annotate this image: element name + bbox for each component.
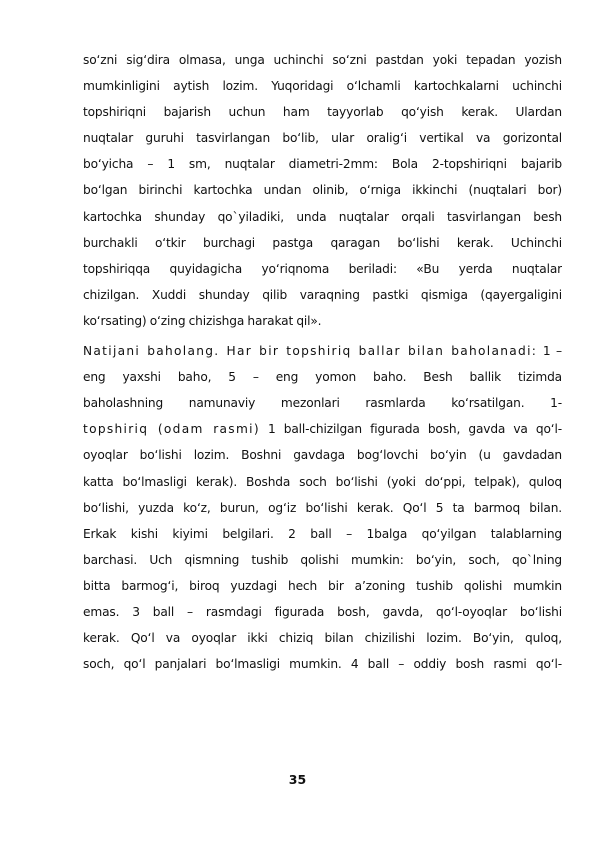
paragraph-grading — [83, 338, 562, 677]
text-line: oyoqlar bo‘lishi lozim. Boshni gavdaga bog‘lovchi bo‘yin (u gavdadan — [83, 448, 562, 463]
text-line — [83, 338, 562, 364]
spaced-subheading: topshiriq (odam rasmi) — [83, 422, 260, 437]
text-line: katta bo‘lmasligi kerak). Boshda soch bo‘lishi (yoki do‘ppi, telpak), quloq — [83, 474, 562, 489]
text-fragment: 1 ball-chizilgan figurada bosh, gavda va qo‘l- — [259, 422, 562, 437]
text-line: kerak. Qo‘l va oyoqlar ikki chiziq bilan chizilishi lozim. Bo‘yin, quloq, — [83, 631, 562, 646]
text-line: nuqtalar guruhi tasvirlangan bo‘lib, ular oralig‘i vertikal va gorizontal — [83, 131, 562, 146]
text-line: kartochka shunday qo`yiladiki, unda nuqtalar orqali tasvirlangan besh — [83, 209, 562, 224]
text-line: Erkak kishi kiyimi belgilari. 2 ball – 1balga qo‘yilgan talablarning — [83, 526, 562, 541]
text-line: burchakli o‘tkir burchagi pastga qaragan bo‘lishi kerak. Uchinchi — [83, 235, 562, 250]
text-line: chizilgan. Xuddi shunday qilib varaqning pastki qismiga (qayergaligini — [83, 287, 562, 302]
text-line: topshiriqqa quyidagicha yo‘riqnoma beriladi: «Bu yerda nuqtalar — [83, 261, 562, 276]
text-line: eng yaxshi baho, 5 – eng yomon baho. Besh ballik tizimda — [83, 370, 562, 385]
page-body — [83, 47, 562, 677]
text-line: soch, qo‘l panjalari bo‘lmasligi mumkin. 4 ball – oddiy bosh rasmi qo‘l- — [83, 657, 562, 672]
text-line: emas. 3 ball – rasmdagi figurada bosh, gavda, qo‘l-oyoqlar bo‘lishi — [83, 604, 562, 619]
spaced-heading: Natijani baholang. Har bir topshiriq ballar bilan baholanadi: — [83, 344, 538, 359]
text-line: barchasi. Uch qismning tushib qolishi mumkin: bo‘yin, soch, qo`lning — [83, 552, 562, 567]
text-line: mumkinligini aytish lozim. Yuqoridagi o‘lchamli kartochkalarni uchinchi — [83, 79, 562, 94]
text-line — [83, 416, 562, 442]
text-line: bo‘lishi, yuzda ko‘z, burun, og‘iz bo‘lishi kerak. Qo‘l 5 ta barmoq bilan. — [83, 500, 562, 515]
text-line: topshiriqni bajarish uchun ham tayyorlab qo‘yish kerak. Ulardan — [83, 105, 562, 120]
page-number: 35 — [288, 772, 307, 787]
text-line: bo‘lgan birinchi kartochka undan olinib, o‘rniga ikkinchi (nuqtalari bor) — [83, 183, 562, 198]
text-fragment: 1 – — [537, 344, 562, 359]
text-line: bitta barmog‘i, biroq yuzdagi hech bir a’zoning tushib qolishi mumkin — [83, 578, 562, 593]
text-line: bo‘yicha – 1 sm, nuqtalar diametri-2mm: Bola 2-topshiriqni bajarib — [83, 157, 562, 172]
text-line: so‘zni sig‘dira olmasa, unga uchinchi so‘zni pastdan yoki tepadan yozish — [83, 53, 562, 67]
text-line: ko‘rsating) o‘zing chizishga harakat qil». — [83, 313, 322, 328]
text-line: baholashning namunaviy mezonlari rasmlarda ko‘rsatilgan. 1- — [83, 396, 562, 411]
paragraph-instructions — [83, 47, 562, 334]
